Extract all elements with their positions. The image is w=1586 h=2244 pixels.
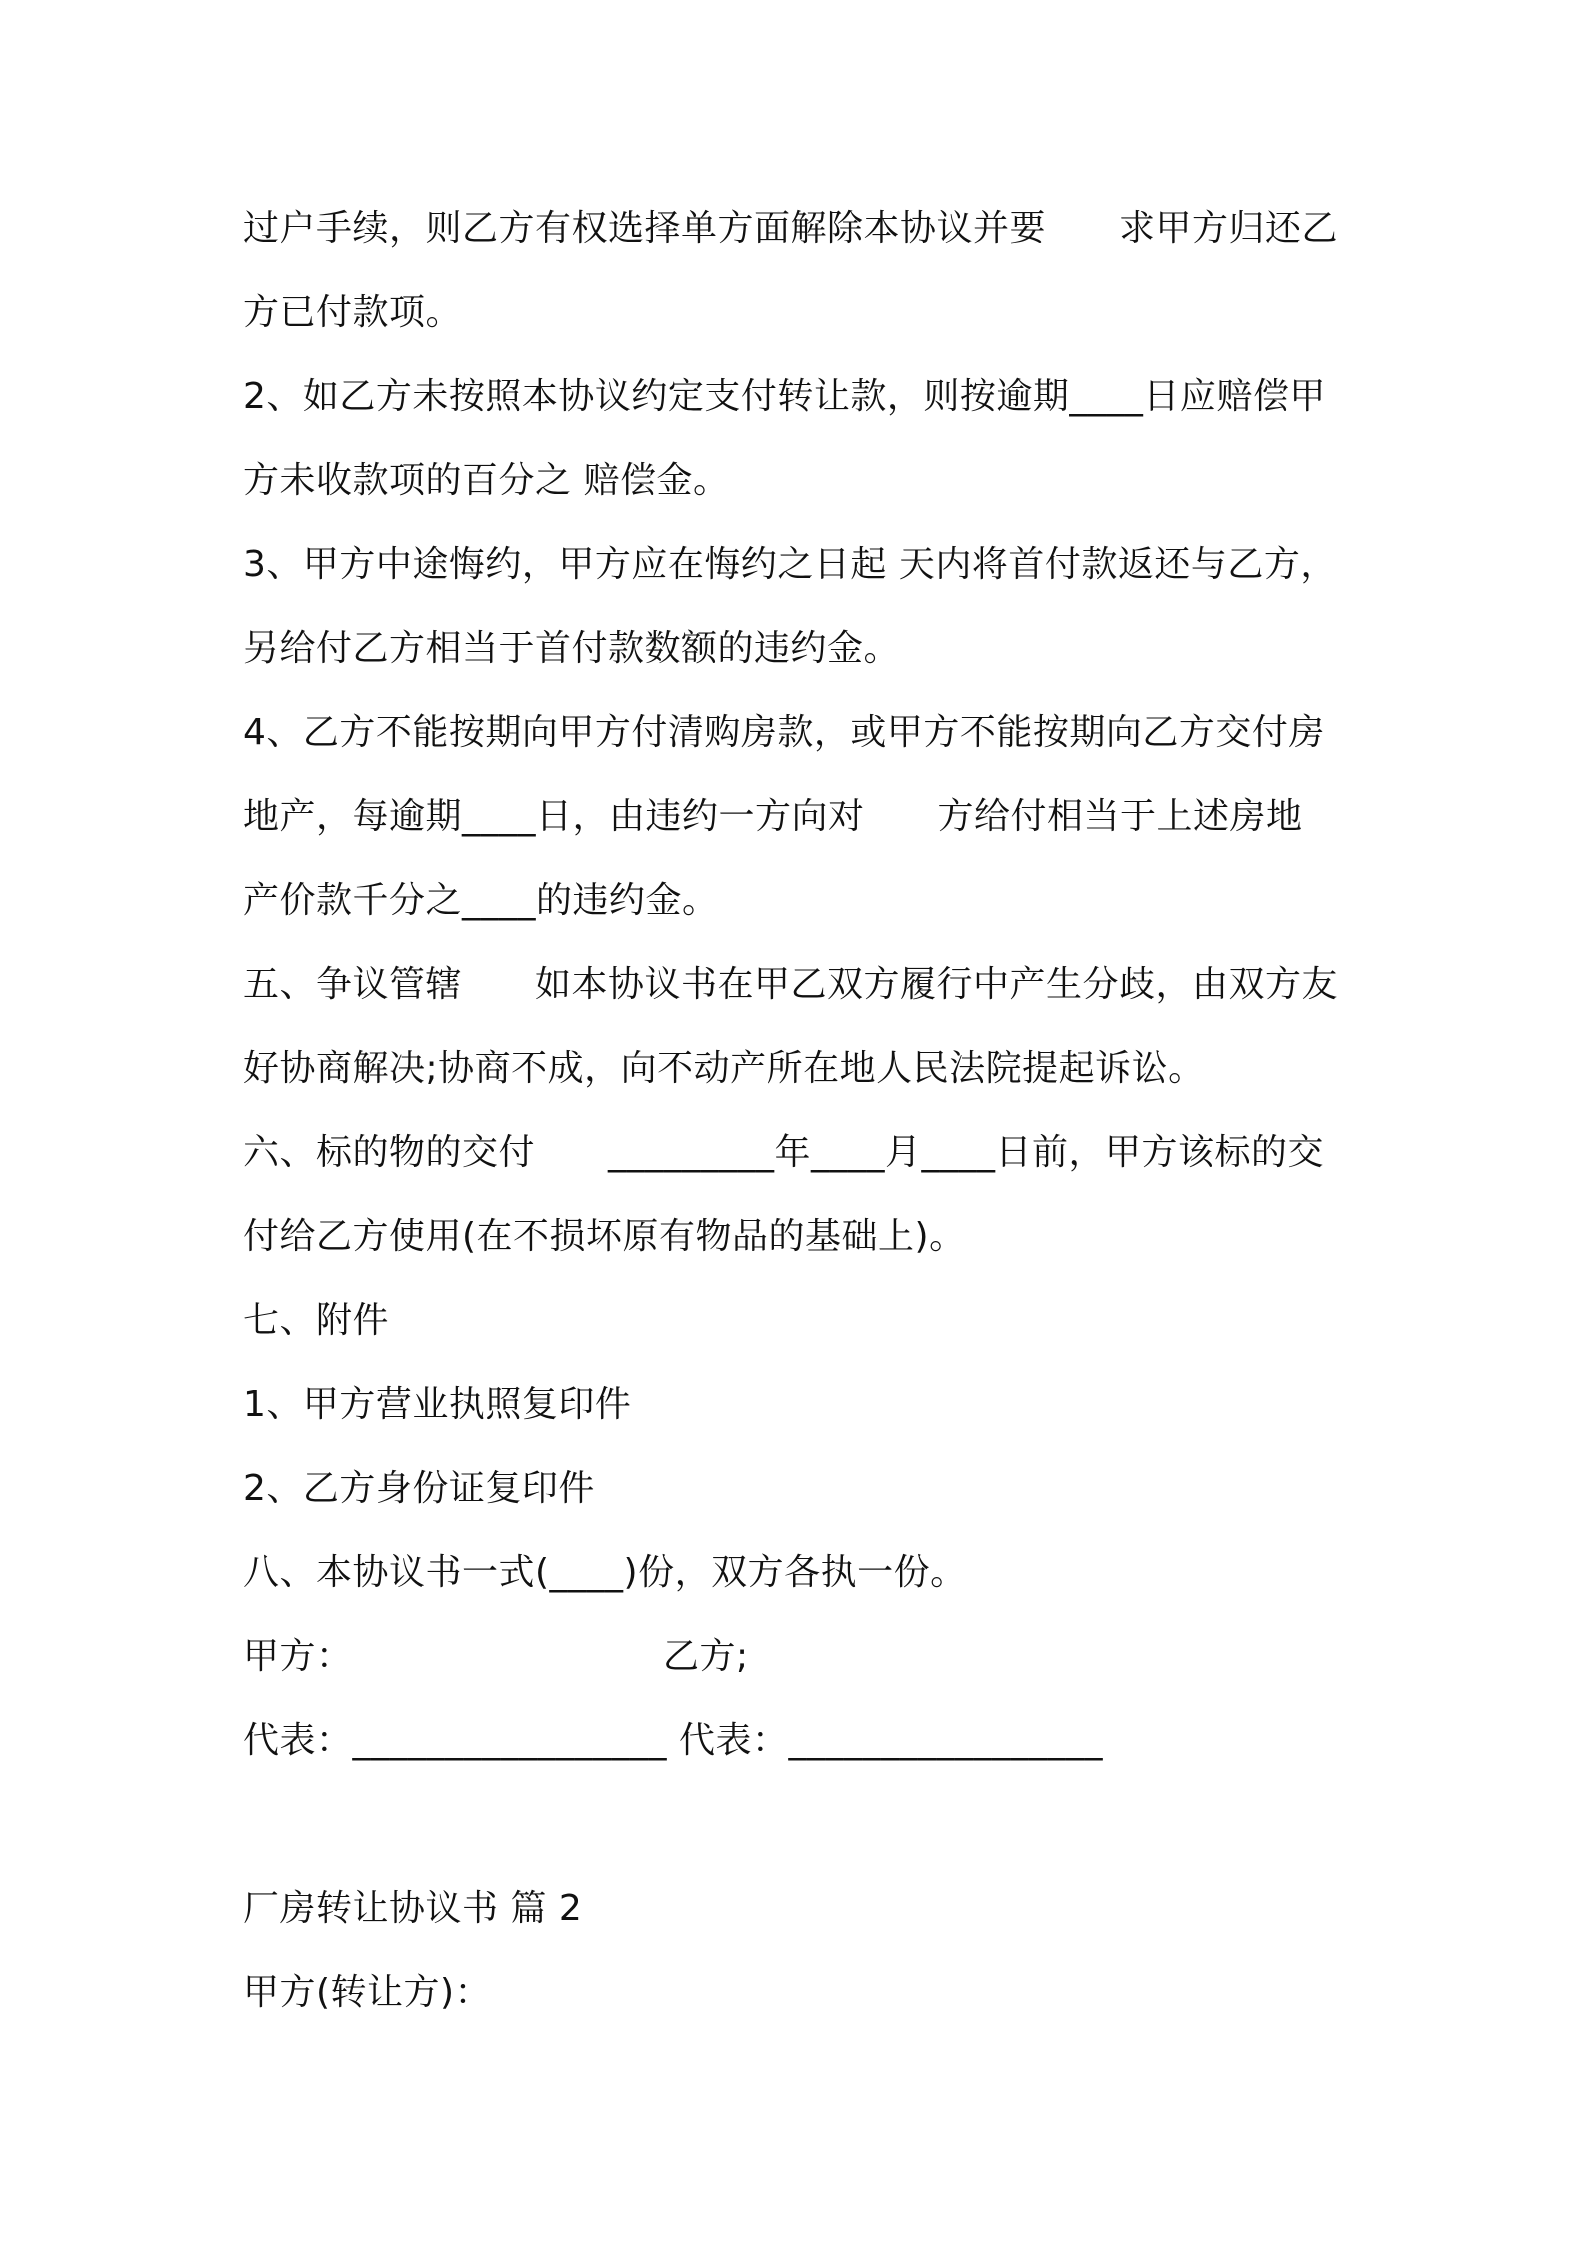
- section-5-line-2: 好协商解决;协商不成，向不动产所在地人民法院提起诉讼。: [243, 1048, 1205, 1089]
- party-a-transferor: 甲方(转让方)：: [243, 1972, 492, 2013]
- paragraph-line-1: 过户手续，则乙方有权选择单方面解除本协议并要 求甲方归还乙: [243, 208, 1339, 249]
- section-6-line-1: 六、标的物的交付 _________年____月____日前，甲方该标的交: [243, 1132, 1325, 1173]
- attachment-item-2: 2、乙方身份证复印件: [243, 1468, 595, 1509]
- clause-2-line-1: 2、如乙方未按照本协议约定支付转让款，则按逾期____日应赔偿甲: [243, 376, 1326, 417]
- clause-3-line-1: 3、甲方中途悔约，甲方应在悔约之日起 天内将首付款返还与乙方，: [243, 544, 1337, 585]
- paragraph-line-2: 方已付款项。: [243, 292, 463, 333]
- clause-3-line-2: 另给付乙方相当于首付款数额的违约金。: [243, 628, 901, 669]
- party-labels: 甲方： 乙方;: [243, 1636, 749, 1677]
- clause-4-line-3: 产价款千分之____的违约金。: [243, 880, 719, 921]
- attachment-item-1: 1、甲方营业执照复印件: [243, 1384, 632, 1425]
- clause-4-line-1: 4、乙方不能按期向甲方付清购房款，或甲方不能按期向乙方交付房: [243, 712, 1325, 753]
- section-7-heading: 七、附件: [243, 1300, 390, 1341]
- section-6-line-2: 付给乙方使用(在不损坏原有物品的基础上)。: [243, 1216, 966, 1257]
- section-8-line: 八、本协议书一式(____)份，双方各执一份。: [243, 1552, 967, 1593]
- clause-2-line-2: 方未收款项的百分之 赔偿金。: [243, 460, 730, 501]
- clause-4-line-2: 地产，每逾期____日，由违约一方向对 方给付相当于上述房地: [243, 796, 1303, 837]
- section-title-part-2: 厂房转让协议书 篇 2: [243, 1888, 583, 1929]
- section-5-line-1: 五、争议管辖 如本协议书在甲乙双方履行中产生分歧，由双方友: [243, 964, 1339, 1005]
- representative-line: 代表：_________________ 代表：_________________: [243, 1720, 1103, 1761]
